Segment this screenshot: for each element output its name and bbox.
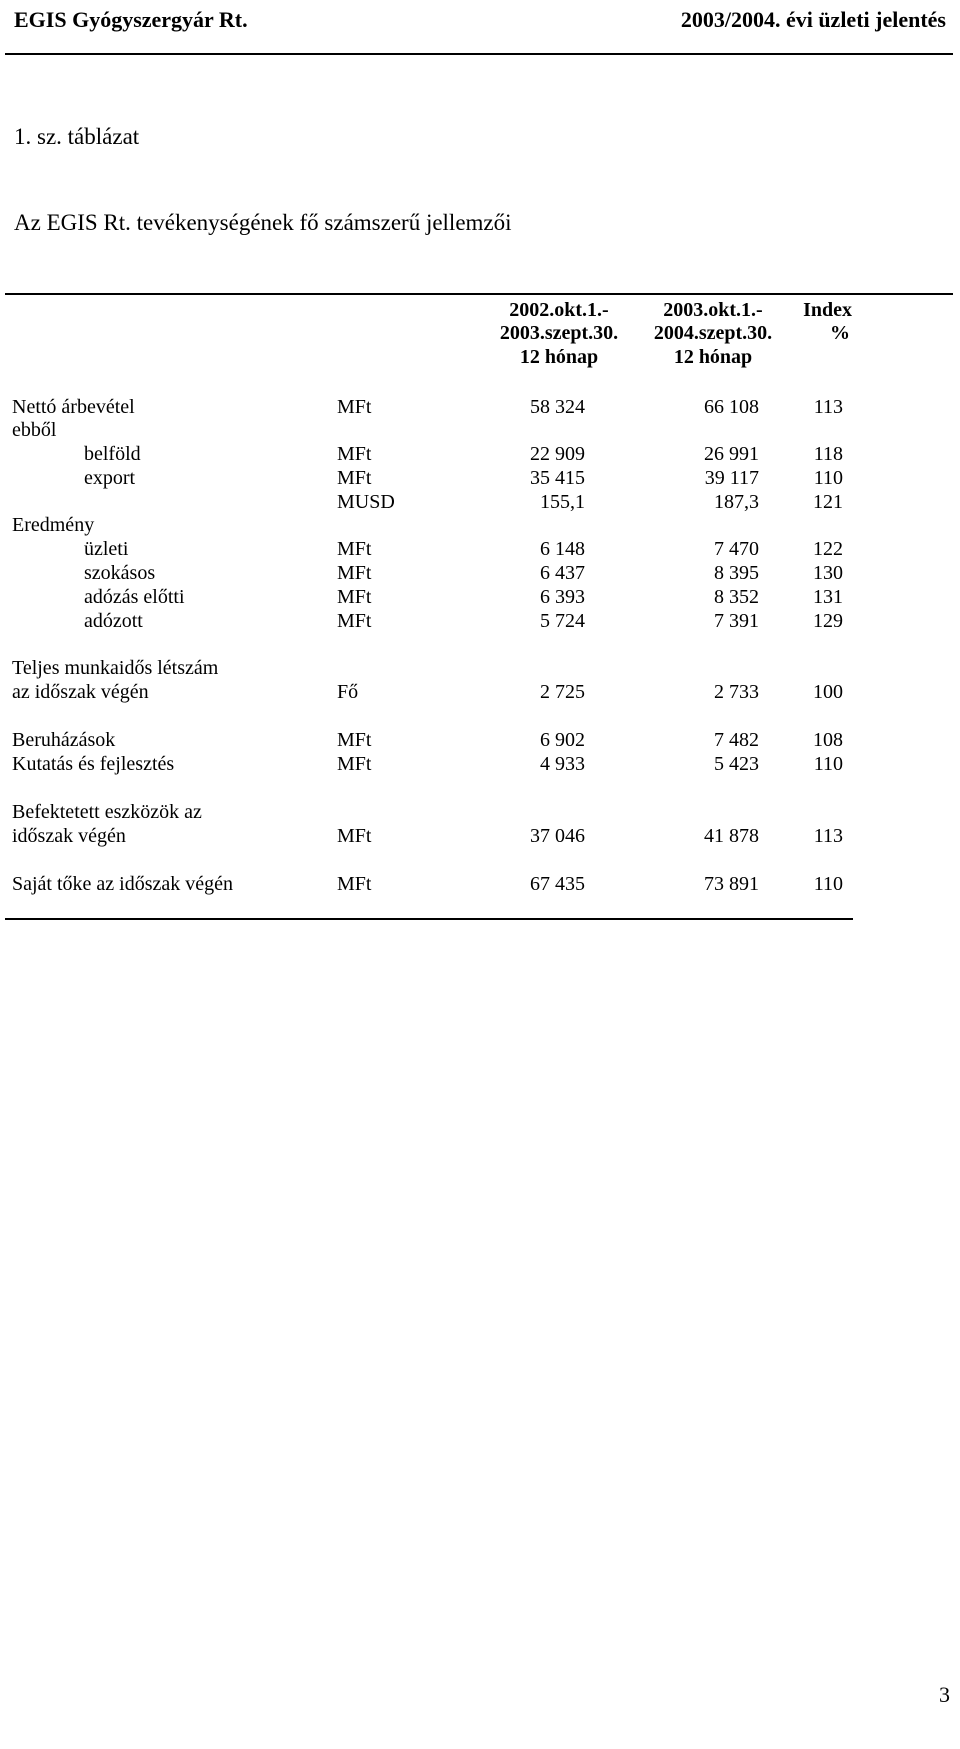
- row-label: szokásos: [84, 562, 156, 584]
- row-unit: MFt: [337, 729, 372, 751]
- row-value-period2: 41 878: [704, 825, 759, 847]
- row-value-period1: 6 393: [540, 586, 585, 608]
- row-index: 108: [813, 729, 843, 751]
- col-period1-line2: 2003.szept.30.: [499, 322, 619, 344]
- row-value-period2: 39 117: [704, 467, 759, 489]
- row-index: 130: [813, 562, 843, 584]
- row-value-period1: 4 933: [540, 753, 585, 775]
- header-report-title: 2003/2004. évi üzleti jelentés: [680, 7, 946, 32]
- row-value-period1: 155,1: [540, 491, 585, 513]
- row-index: 131: [813, 586, 843, 608]
- col-period1-line3: 12 hónap: [519, 346, 599, 368]
- row-index: 122: [813, 538, 843, 560]
- col-period2-line2: 2004.szept.30.: [653, 322, 773, 344]
- row-index: 129: [813, 610, 843, 632]
- table-bottom-rule: [5, 918, 853, 920]
- col-index-line2: %: [830, 322, 850, 344]
- row-label: az időszak végén: [12, 681, 149, 703]
- row-label: időszak végén: [12, 825, 126, 847]
- row-index: 113: [813, 825, 843, 847]
- row-label: Eredmény: [12, 514, 95, 536]
- row-label: Saját tőke az időszak végén: [12, 873, 234, 895]
- row-value-period2: 66 108: [704, 396, 759, 418]
- row-index: 110: [813, 873, 843, 895]
- row-index: 110: [813, 467, 843, 489]
- row-unit: MFt: [337, 610, 372, 632]
- row-unit: MFt: [337, 753, 372, 775]
- row-value-period2: 8 395: [714, 562, 759, 584]
- row-index: 110: [813, 753, 843, 775]
- row-index: 121: [813, 491, 843, 513]
- row-unit: MFt: [337, 873, 372, 895]
- row-unit: MFt: [337, 586, 372, 608]
- row-index: 113: [813, 396, 843, 418]
- table-top-rule: [5, 293, 953, 295]
- page-number: 3: [939, 1682, 950, 1707]
- row-label: Kutatás és fejlesztés: [12, 753, 175, 775]
- row-unit: MFt: [337, 396, 372, 418]
- row-label: üzleti: [84, 538, 129, 560]
- row-value-period1: 6 148: [540, 538, 585, 560]
- row-unit: Fő: [337, 681, 359, 703]
- row-value-period2: 2 733: [714, 681, 759, 703]
- row-value-period2: 7 470: [714, 538, 759, 560]
- row-unit: MFt: [337, 443, 372, 465]
- row-value-period2: 73 891: [704, 873, 759, 895]
- row-label: belföld: [84, 443, 141, 465]
- row-label: Nettó árbevétel: [12, 396, 135, 418]
- row-value-period2: 26 991: [704, 443, 759, 465]
- header-divider: [5, 53, 953, 55]
- row-label: export: [84, 467, 136, 489]
- row-value-period1: 37 046: [530, 825, 585, 847]
- row-value-period2: 8 352: [714, 586, 759, 608]
- row-value-period1: 5 724: [540, 610, 585, 632]
- table-title: Az EGIS Rt. tevékenységének fő számszerű jellemzői: [14, 210, 512, 235]
- table-label: 1. sz. táblázat: [14, 124, 140, 149]
- row-value-period2: 7 391: [714, 610, 759, 632]
- row-index: 118: [813, 443, 843, 465]
- row-value-period1: 6 902: [540, 729, 585, 751]
- row-value-period2: 7 482: [714, 729, 759, 751]
- row-value-period1: 35 415: [530, 467, 585, 489]
- header-company: EGIS Gyógyszergyár Rt.: [14, 7, 248, 32]
- row-label: Beruházások: [12, 729, 116, 751]
- row-unit: MFt: [337, 825, 372, 847]
- col-index-line1: Index: [803, 299, 852, 321]
- col-period2-line3: 12 hónap: [673, 346, 753, 368]
- row-value-period1: 22 909: [530, 443, 585, 465]
- col-period1-line1: 2002.okt.1.-: [509, 299, 609, 321]
- row-value-period1: 2 725: [540, 681, 585, 703]
- row-unit: MFt: [337, 562, 372, 584]
- row-value-period1: 67 435: [530, 873, 585, 895]
- row-unit: MUSD: [337, 491, 395, 513]
- row-value-period2: 5 423: [714, 753, 759, 775]
- row-label: adózás előtti: [84, 586, 185, 608]
- row-value-period2: 187,3: [714, 491, 759, 513]
- row-value-period1: 58 324: [530, 396, 585, 418]
- row-index: 100: [813, 681, 843, 703]
- row-label: ebből: [12, 419, 57, 441]
- row-label: Befektetett eszközök az: [12, 801, 202, 823]
- row-unit: MFt: [337, 538, 372, 560]
- row-label: adózott: [84, 610, 143, 632]
- row-unit: MFt: [337, 467, 372, 489]
- row-label: Teljes munkaidős létszám: [12, 657, 219, 679]
- row-value-period1: 6 437: [540, 562, 585, 584]
- col-period2-line1: 2003.okt.1.-: [663, 299, 763, 321]
